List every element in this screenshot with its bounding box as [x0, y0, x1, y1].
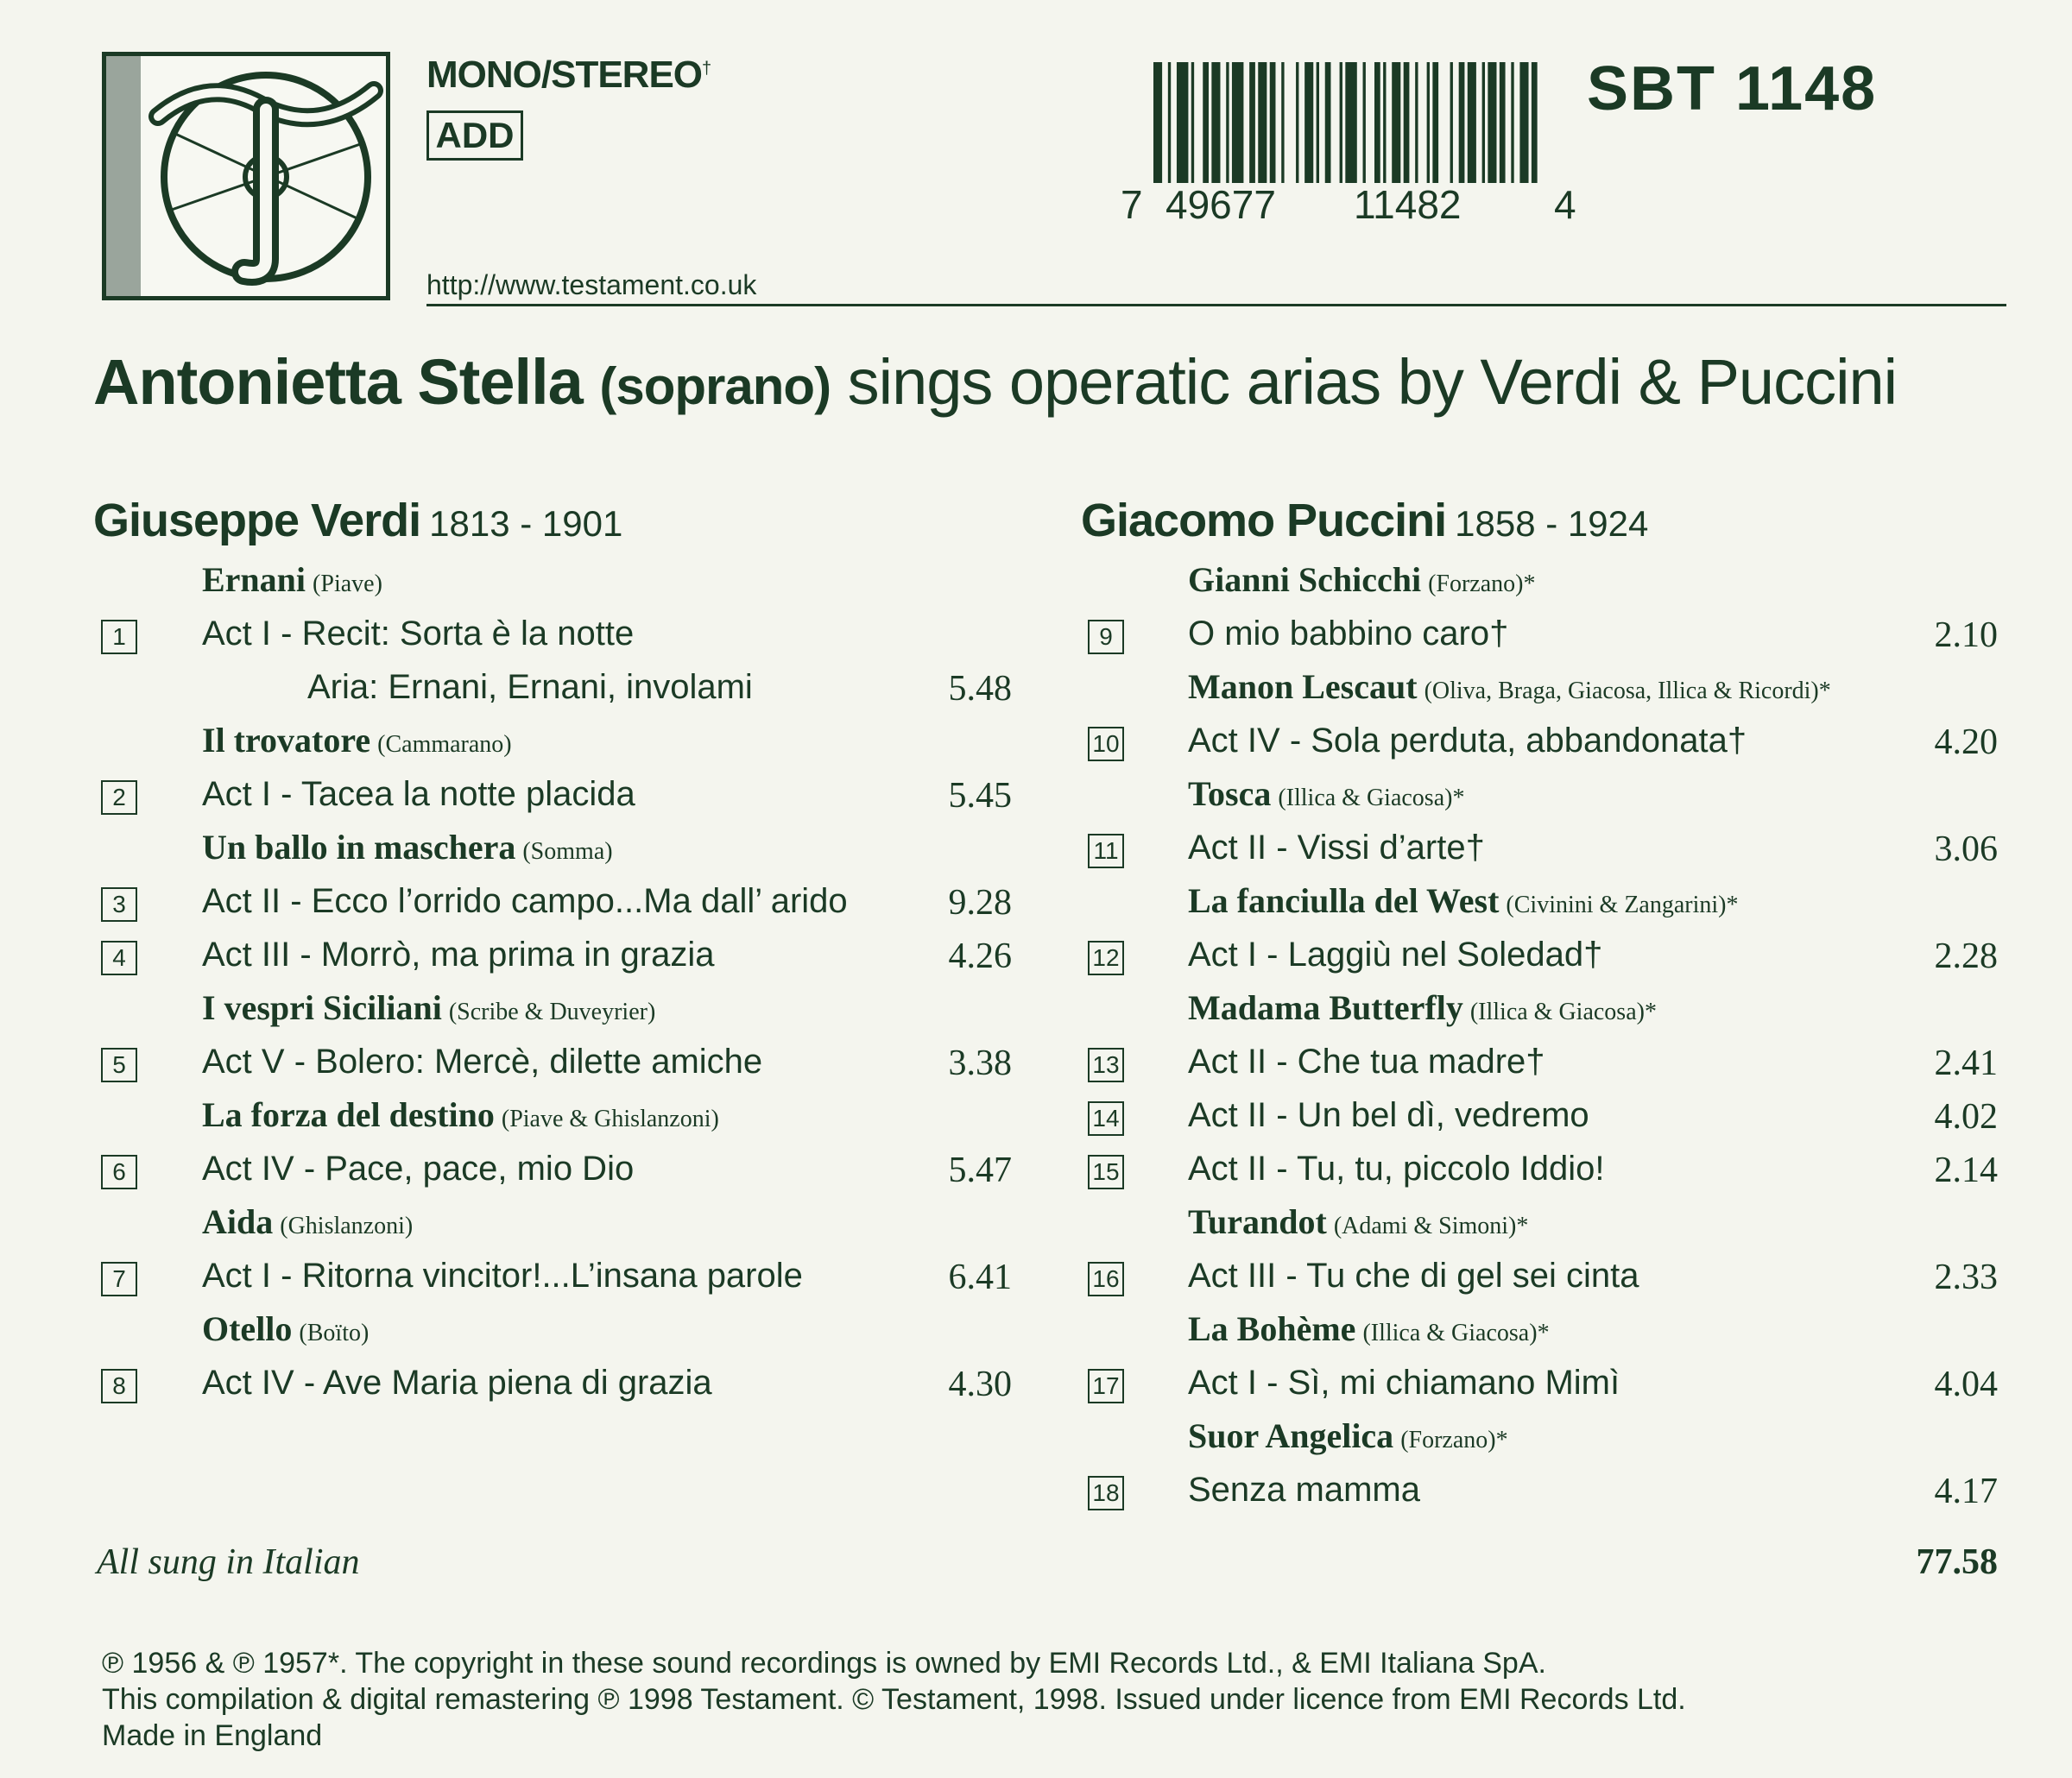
composer-verdi — [93, 494, 622, 547]
add-badge: ADD — [426, 110, 523, 161]
opera-heading — [1188, 987, 1657, 1041]
track-title[interactable]: Act I - Tacea la notte placida — [202, 775, 635, 813]
track-number: 4 — [101, 941, 137, 975]
track-number: 8 — [101, 1369, 137, 1403]
track-title[interactable]: Act II - Un bel dì, vedremo — [1188, 1096, 1589, 1134]
opera-heading — [202, 1308, 369, 1362]
track-number: 1 — [101, 620, 137, 654]
track-duration: 3.06 — [1934, 829, 1998, 869]
barcode-digit-lead: 7 — [1121, 182, 1143, 227]
librettist: (Illica & Giacosa)* — [1362, 1320, 1550, 1346]
track-duration: 2.41 — [1934, 1043, 1998, 1083]
artist-name: Antonietta Stella — [93, 346, 583, 418]
album-title — [93, 345, 1897, 419]
librettist: (Scribe & Duveyrier) — [448, 999, 656, 1025]
track-duration: 2.28 — [1934, 936, 1998, 976]
copyright-line: ℗ 1956 & ℗ 1957*. The copyright in these sound recordings is owned by EMI Records Ltd., & EMI Italiana SpA. — [102, 1647, 1546, 1680]
track-title[interactable]: Act I - Laggiù nel Soledad† — [1188, 936, 1603, 974]
track-duration: 4.26 — [948, 936, 1012, 976]
composer-name: Giacomo Puccini — [1081, 495, 1447, 546]
made-in: Made in England — [102, 1719, 323, 1752]
track-number: 11 — [1088, 834, 1124, 868]
track-title[interactable]: Act I - Sì, mi chiamano Mimì — [1188, 1364, 1620, 1402]
opera-heading — [202, 827, 613, 880]
track-title[interactable]: Act I - Ritorna vincitor!...L’insana parole — [202, 1257, 803, 1295]
composer-dates: 1813 - 1901 — [429, 503, 623, 544]
track-duration: 2.10 — [1934, 615, 1998, 655]
track-duration: 4.17 — [1934, 1472, 1998, 1511]
track-number: 5 — [101, 1048, 137, 1082]
opera-title: I vespri Siciliani — [202, 988, 442, 1027]
librettist: (Ghislanzoni) — [280, 1213, 414, 1239]
track-duration: 4.04 — [1934, 1365, 1998, 1404]
track-number: 9 — [1088, 620, 1124, 654]
barcode-digit-group-right: 11482 — [1354, 182, 1462, 227]
track-number: 17 — [1088, 1369, 1124, 1403]
copyright-notice — [102, 1645, 1686, 1754]
track-title[interactable]: Aria: Ernani, Ernani, involami — [307, 668, 753, 706]
format-label: MONO/STEREO† — [426, 54, 711, 96]
track-title[interactable]: Act III - Morrò, ma prima in grazia — [202, 936, 715, 974]
track-duration: 3.38 — [948, 1043, 1012, 1083]
librettist: (Civinini & Zangarini)* — [1506, 892, 1739, 918]
track-number: 6 — [101, 1155, 137, 1189]
language-note: All sung in Italian — [97, 1542, 360, 1582]
opera-heading — [1188, 773, 1464, 827]
track-duration: 5.47 — [948, 1151, 1012, 1190]
track-number: 7 — [101, 1262, 137, 1296]
librettist: (Piave) — [313, 571, 382, 597]
track-title[interactable]: Act II - Che tua madre† — [1188, 1043, 1545, 1081]
opera-title: Manon Lescaut — [1188, 667, 1418, 706]
track-title[interactable]: Act IV - Pace, pace, mio Dio — [202, 1150, 635, 1188]
voice-type: (soprano) — [599, 357, 831, 415]
opera-heading — [202, 987, 655, 1041]
catalog-number: SBT 1148 — [1587, 54, 1878, 123]
composer-name: Giuseppe Verdi — [93, 495, 421, 546]
track-title[interactable]: Act IV - Sola perduta, abbandonata† — [1188, 722, 1747, 760]
website-url[interactable]: http://www.testament.co.uk — [426, 269, 757, 300]
opera-heading — [1188, 1415, 1508, 1469]
opera-heading — [1188, 559, 1535, 613]
opera-heading — [1188, 1308, 1550, 1362]
librettist: (Boïto) — [299, 1320, 370, 1346]
track-number: 12 — [1088, 941, 1124, 975]
total-duration: 77.58 — [1916, 1542, 1998, 1582]
track-duration: 5.48 — [948, 669, 1012, 709]
track-number: 10 — [1088, 727, 1124, 761]
opera-title: Tosca — [1188, 774, 1272, 813]
librettist: (Forzano)* — [1428, 571, 1536, 597]
opera-heading — [202, 1094, 719, 1148]
composer-dates: 1858 - 1924 — [1455, 503, 1649, 544]
opera-title: Suor Angelica — [1188, 1416, 1394, 1455]
track-title[interactable]: Act II - Tu, tu, piccolo Iddio! — [1188, 1150, 1605, 1188]
barcode-digit-group-left: 49677 — [1166, 182, 1276, 227]
track-duration: 5.45 — [948, 776, 1012, 816]
track-number: 14 — [1088, 1101, 1124, 1136]
opera-heading — [1188, 666, 1831, 720]
librettist: (Oliva, Braga, Giacosa, Illica & Ricordi)* — [1424, 678, 1831, 704]
opera-heading — [202, 1201, 413, 1255]
opera-title: Ernani — [202, 560, 306, 599]
barcode-digit-check: 4 — [1554, 182, 1576, 227]
track-number: 3 — [101, 887, 137, 922]
track-number: 16 — [1088, 1262, 1124, 1296]
track-duration: 4.30 — [948, 1365, 1012, 1404]
track-duration: 6.41 — [948, 1258, 1012, 1297]
header-rule — [426, 304, 2006, 306]
composer-puccini — [1081, 494, 1648, 547]
opera-title: Il trovatore — [202, 721, 371, 760]
librettist: (Illica & Giacosa)* — [1469, 999, 1657, 1025]
opera-title: Otello — [202, 1309, 293, 1348]
track-duration: 2.14 — [1934, 1151, 1998, 1190]
track-number: 2 — [101, 780, 137, 815]
librettist: (Cammarano) — [377, 731, 512, 758]
librettist: (Somma) — [522, 838, 613, 865]
librettist: (Illica & Giacosa)* — [1278, 785, 1465, 811]
track-duration: 4.20 — [1934, 722, 1998, 762]
track-title[interactable]: Act I - Recit: Sorta è la notte — [202, 615, 635, 653]
track-number: 13 — [1088, 1048, 1124, 1082]
librettist: (Piave & Ghislanzoni) — [501, 1106, 719, 1132]
opera-heading — [202, 720, 512, 773]
librettist: (Adami & Simoni)* — [1333, 1213, 1529, 1239]
track-title[interactable]: O mio babbino caro† — [1188, 615, 1509, 653]
opera-title: Madama Butterfly — [1188, 988, 1463, 1027]
track-title[interactable]: Act III - Tu che di gel sei cinta — [1188, 1257, 1639, 1295]
testament-logo — [102, 52, 390, 300]
opera-title: Gianni Schicchi — [1188, 560, 1422, 599]
track-number: 15 — [1088, 1155, 1124, 1189]
track-title[interactable]: Act IV - Ave Maria piena di grazia — [202, 1364, 712, 1402]
track-title[interactable]: Act II - Vissi d’arte† — [1188, 829, 1485, 867]
opera-title: La fanciulla del West — [1188, 881, 1500, 920]
title-rest: sings operatic arias by Verdi & Puccini — [847, 346, 1898, 418]
track-title[interactable]: Act V - Bolero: Mercè, dilette amiche — [202, 1043, 763, 1081]
opera-title: Un ballo in maschera — [202, 828, 516, 867]
track-duration: 2.33 — [1934, 1258, 1998, 1297]
librettist: (Forzano)* — [1400, 1427, 1508, 1453]
track-title[interactable]: Act II - Ecco l’orrido campo...Ma dall’ arido — [202, 882, 848, 920]
logo-disc-icon — [106, 56, 386, 296]
track-number: 18 — [1088, 1476, 1124, 1510]
opera-heading — [1188, 880, 1738, 934]
opera-title: La forza del destino — [202, 1095, 495, 1134]
opera-heading — [1188, 1201, 1528, 1255]
opera-title: Aida — [202, 1202, 274, 1241]
opera-title: La Bohème — [1188, 1309, 1356, 1348]
track-title[interactable]: Senza mamma — [1188, 1471, 1420, 1509]
track-duration: 9.28 — [948, 883, 1012, 923]
opera-heading — [202, 559, 382, 613]
copyright-line: This compilation & digital remastering ℗ 1998 Testament. © Testament, 1998. Issued under licence from EMI Records Ltd. — [102, 1683, 1686, 1716]
track-duration: 4.02 — [1934, 1097, 1998, 1137]
opera-title: Turandot — [1188, 1202, 1327, 1241]
